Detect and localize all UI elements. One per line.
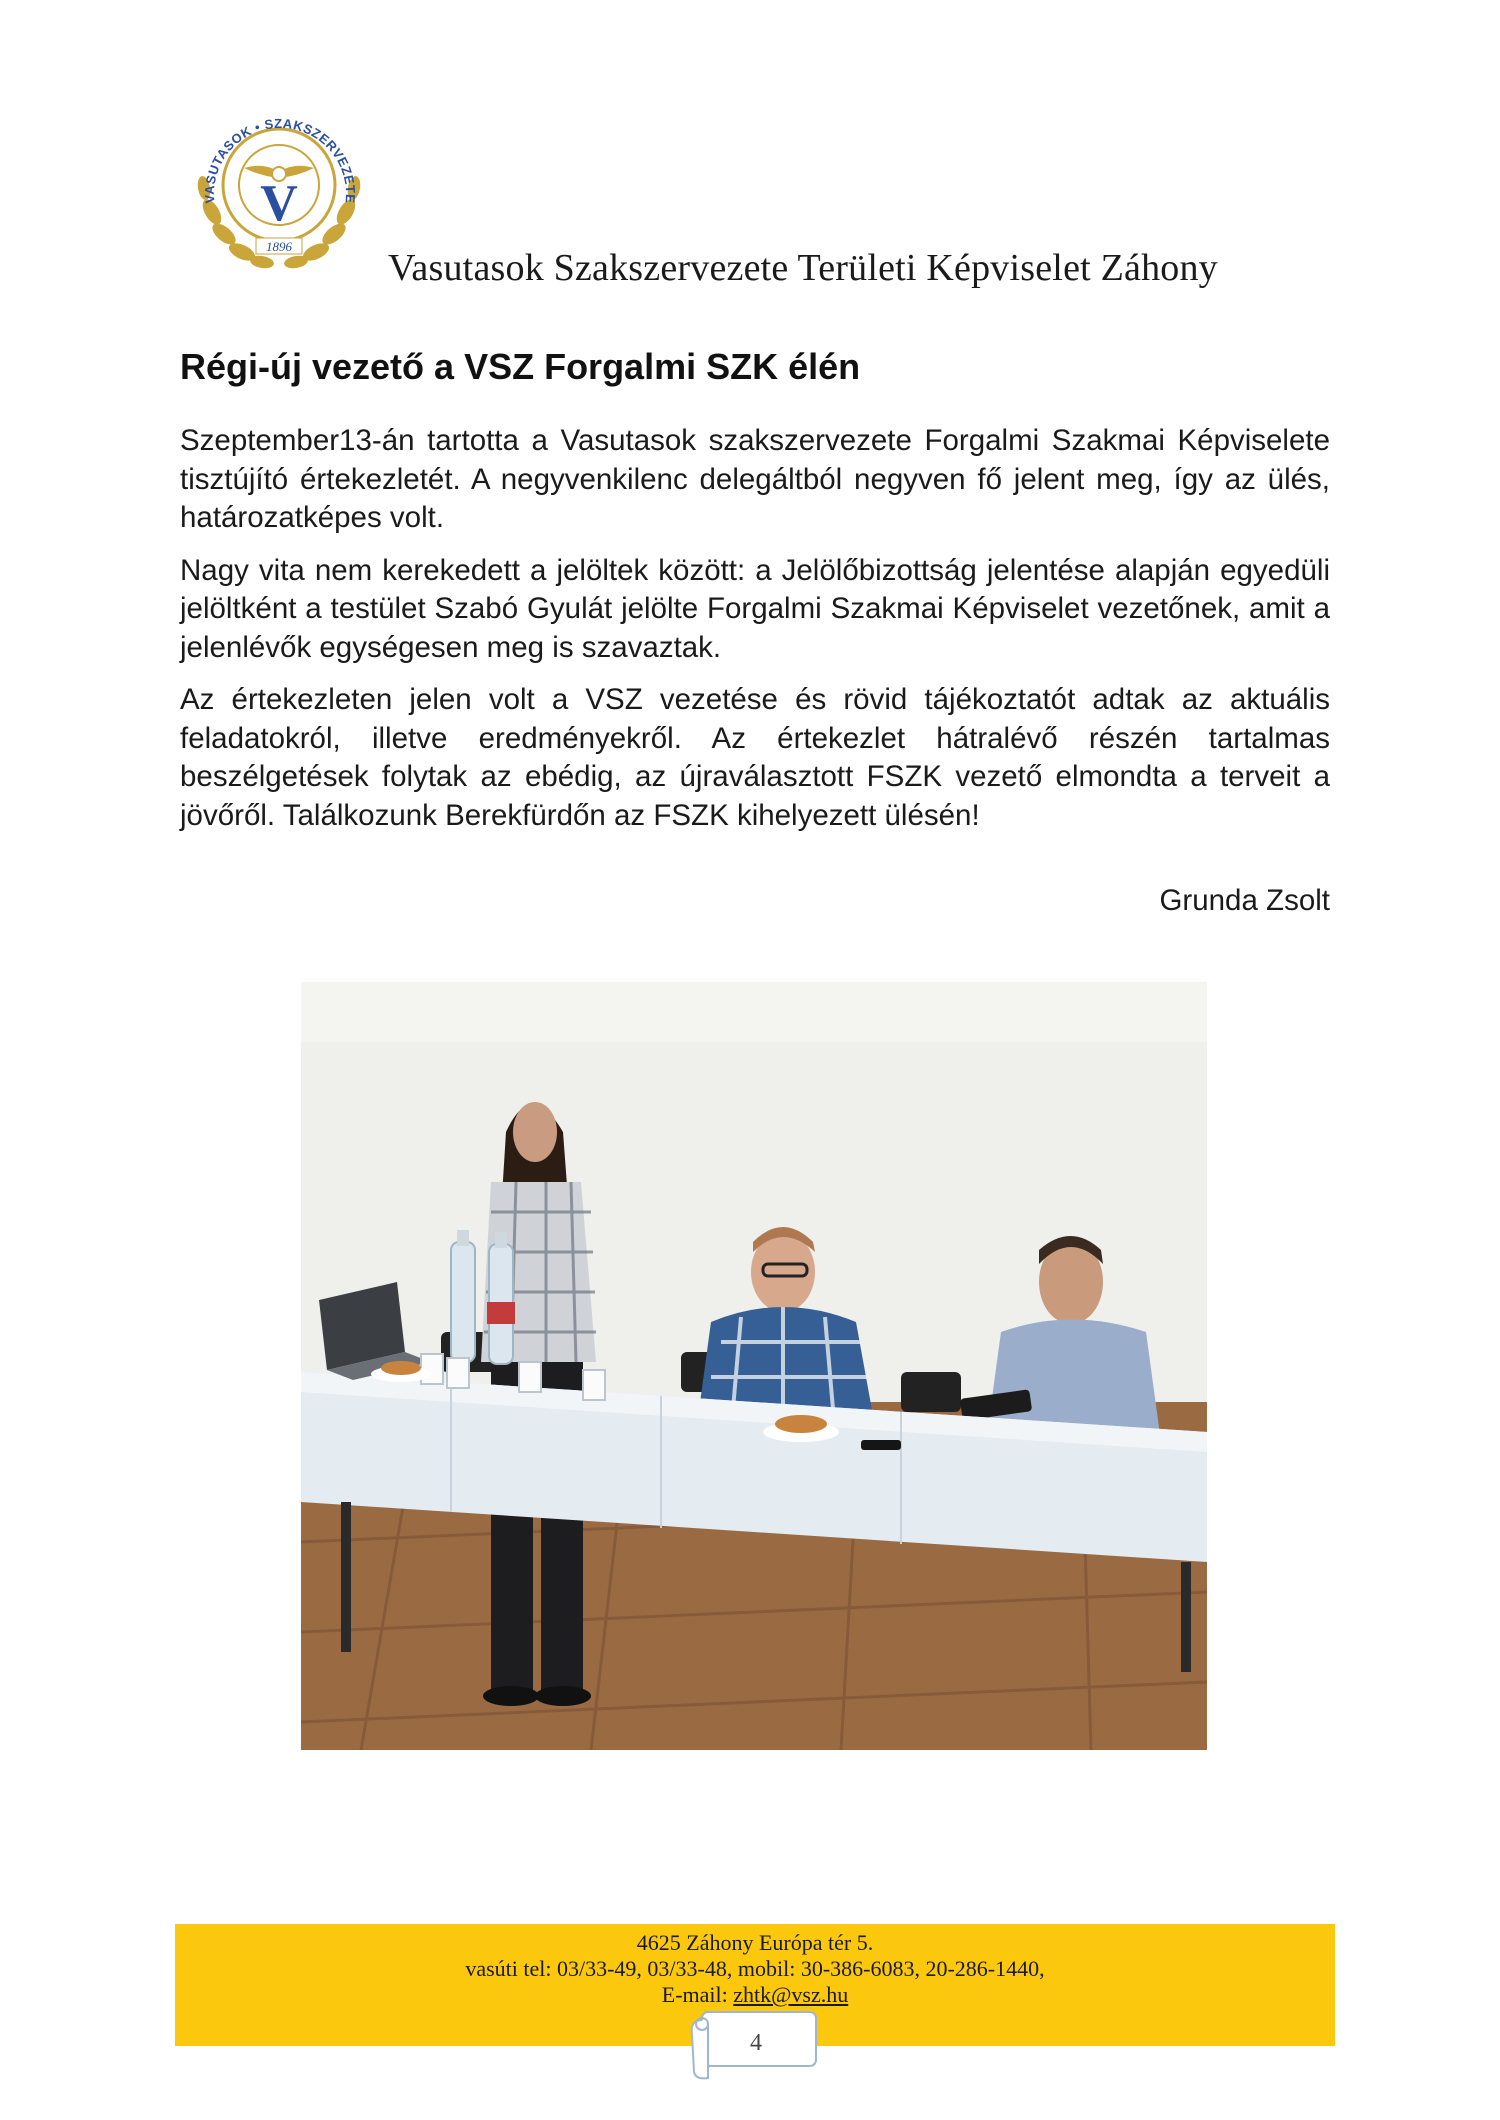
logo-year: 1896 bbox=[266, 239, 292, 254]
meeting-photo bbox=[301, 982, 1207, 1750]
logo-ring-text: VASUTASOK • SZAKSZERVEZETE bbox=[201, 115, 359, 204]
logo-monogram: V bbox=[260, 175, 298, 232]
organization-name: Vasutasok Szakszervezete Területi Képviselet Záhony bbox=[388, 247, 1218, 289]
article-paragraph: Szeptember13-án tartotta a Vasutasok szakszervezete Forgalmi Szakmai Képviselete tisztújító értekezletét. A negyvenkilenc delegáltból negyven fő jelent meg, így az ülés, határozatképes volt. bbox=[180, 424, 1330, 534]
footer-phones: vasúti tel: 03/33-49, 03/33-48, mobil: 30-386-6083, 20-286-1440, bbox=[465, 1956, 1045, 1981]
footer-email-label: E-mail: bbox=[661, 1982, 734, 2007]
article-author: Grunda Zsolt bbox=[1159, 884, 1330, 917]
article-title: Régi-új vezető a VSZ Forgalmi SZK élén bbox=[180, 346, 861, 387]
footer-email-link[interactable]: zhtk@vsz.hu bbox=[733, 1982, 849, 2007]
footer-email-line bbox=[175, 1982, 1335, 2008]
union-logo bbox=[186, 92, 372, 278]
article-body bbox=[180, 422, 1330, 849]
page-number: 4 bbox=[750, 2030, 762, 2056]
article-paragraph: Nagy vita nem kerekedett a jelöltek között: a Jelölőbizottság jelentése alapján egyedüli jelöltként a testület Szabó Gyulát jelölte Forgalmi Szakmai Képviselet vezetőnek, amit a jelenlévők egységesen meg is szavaztak. bbox=[180, 553, 1330, 664]
footer-address: 4625 Záhony Európa tér 5. bbox=[636, 1930, 874, 1955]
article-paragraph: Az értekezleten jelen volt a VSZ vezetése és rövid tájékoztatót adtak az aktuális feladatokról, illetve eredményekről. Az értekezlet hátralévő részén tartalmas beszélgetések folytak az ebédig, az újraválasztott FSZK vezető elmondta a terveit a jövőről. Találkozunk Berekfürdőn az FSZK kihelyezett ülésén! bbox=[180, 683, 1330, 832]
meeting-photo-illustration bbox=[301, 982, 1207, 1750]
union-logo-emblem bbox=[186, 92, 372, 278]
